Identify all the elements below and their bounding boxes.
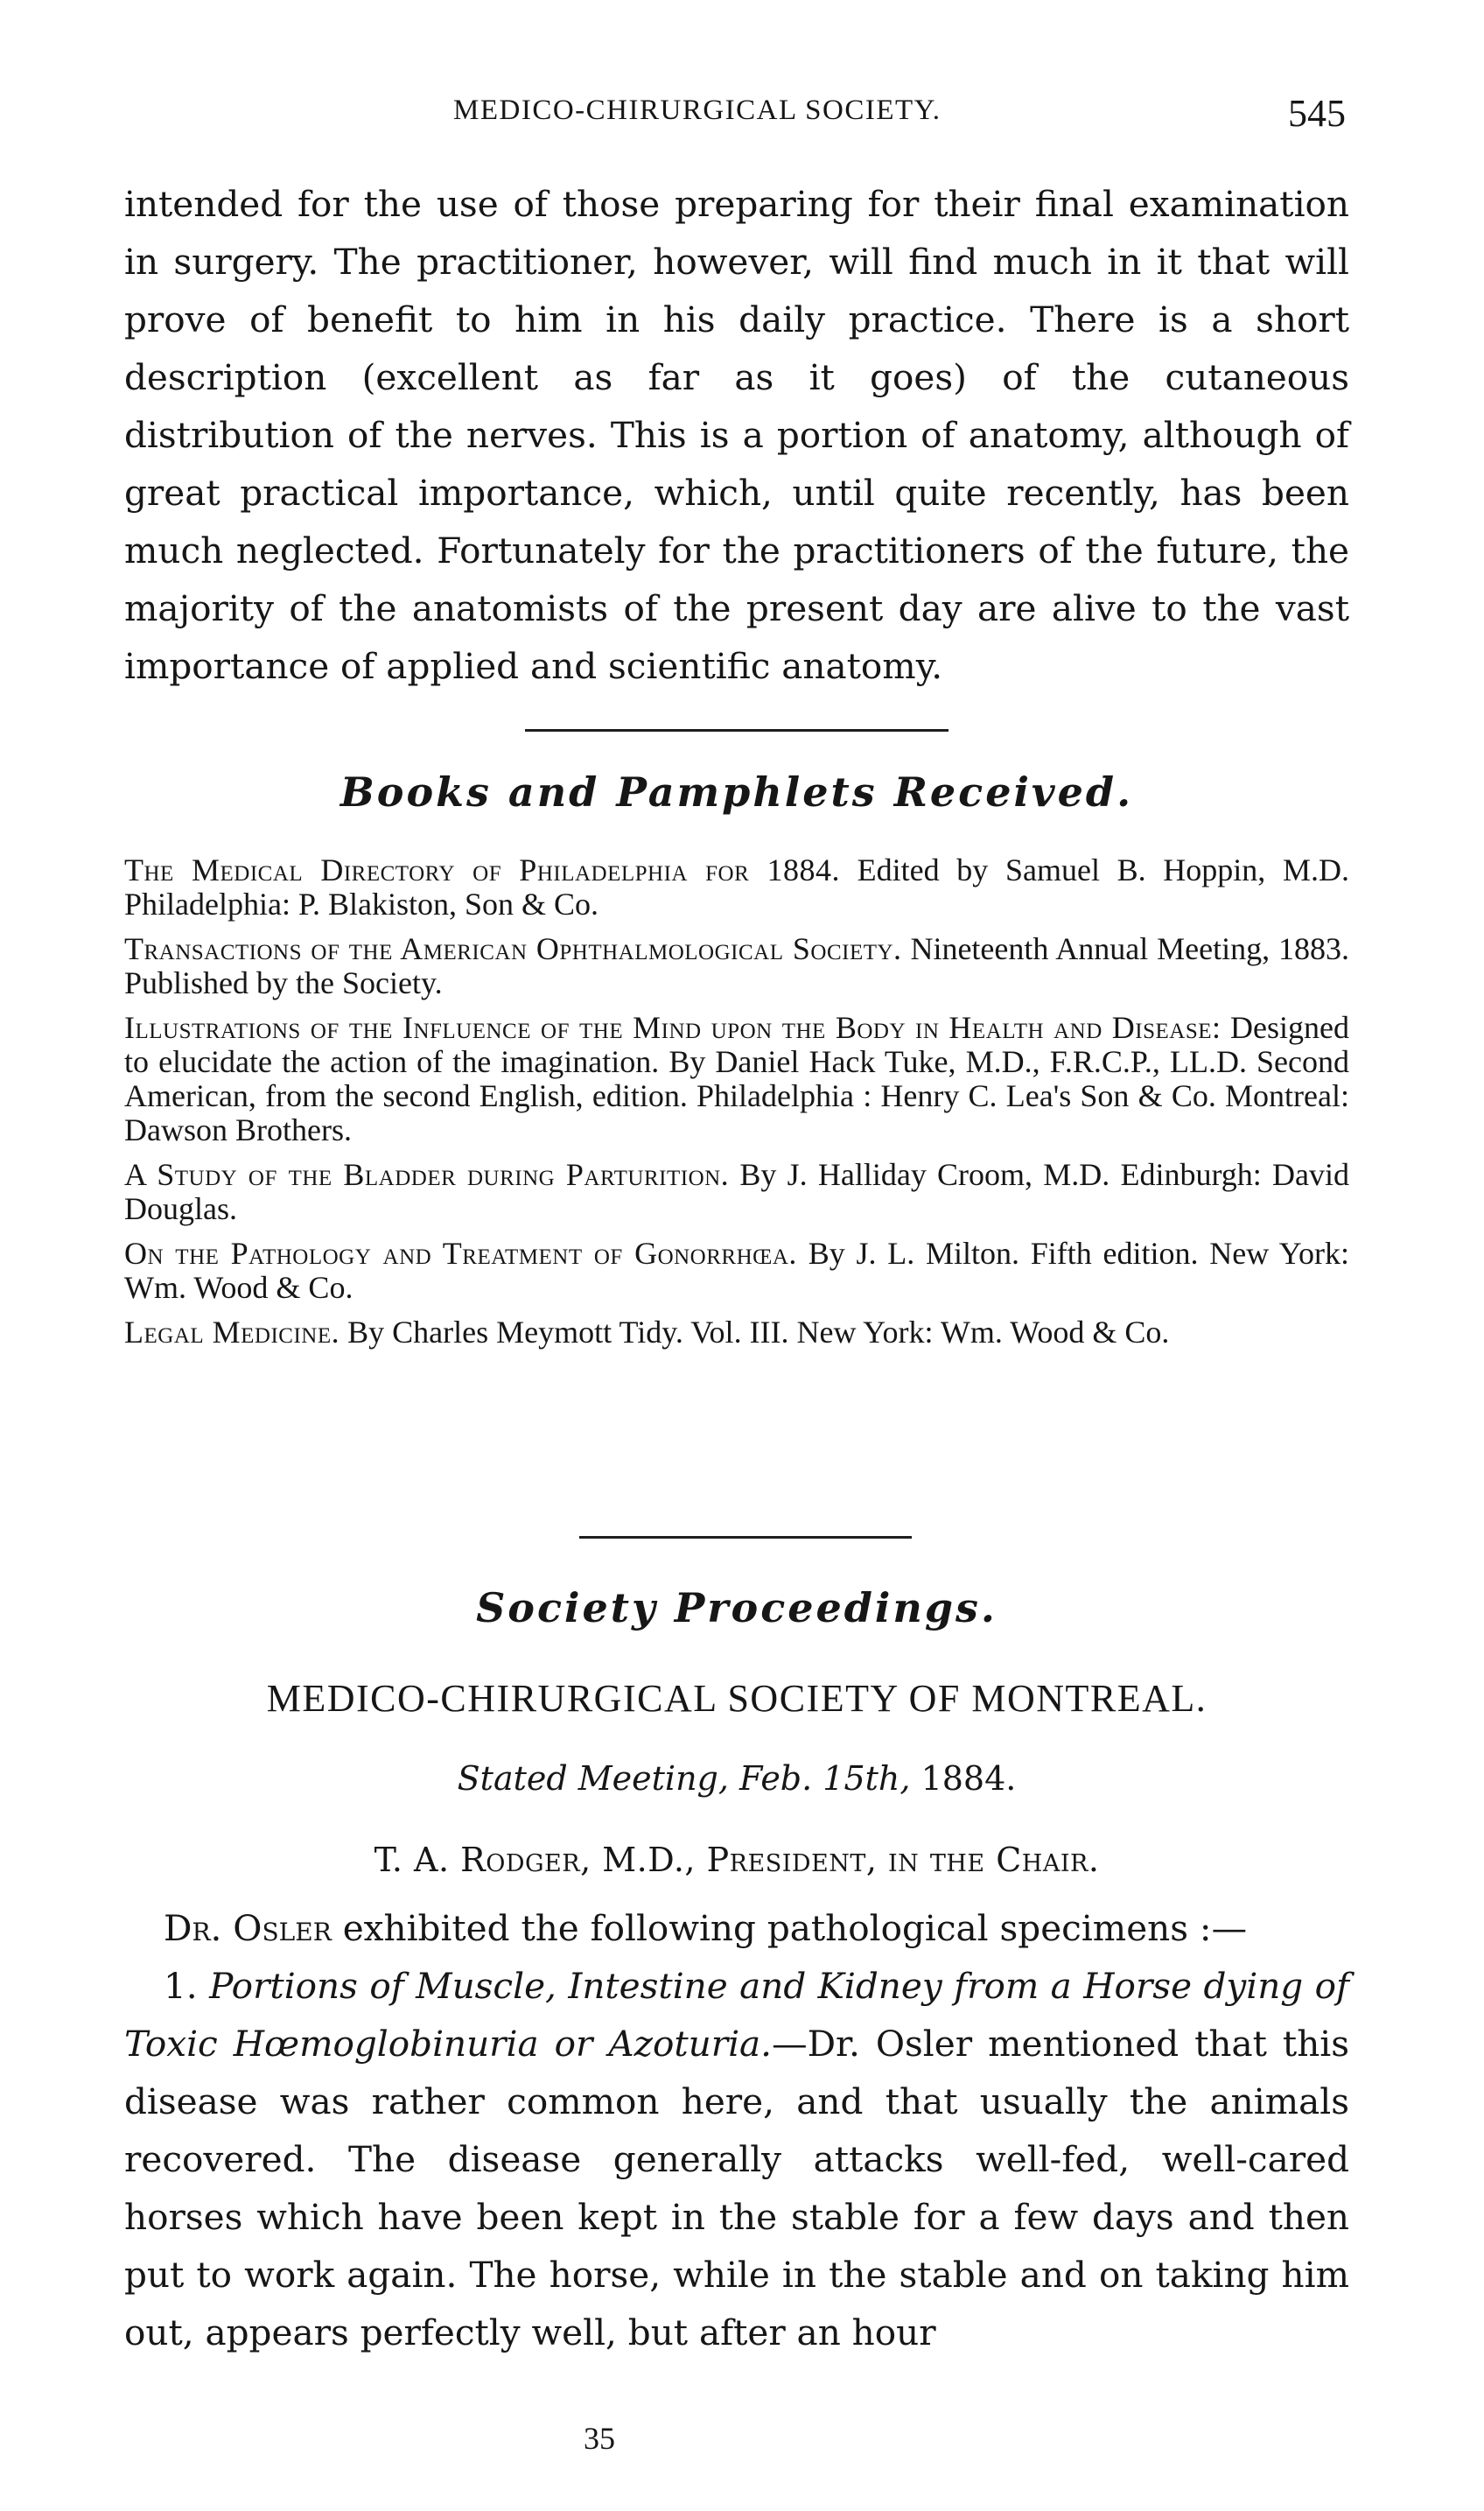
proceedings-text: [124, 1899, 1349, 2361]
book-entry: [124, 853, 1349, 922]
speaker-name: Dr. Osler: [164, 1907, 332, 1949]
page-number: 545: [1288, 92, 1346, 135]
book-title: Illustrations of the Influence of the Mind upon the Body in Health and Disease:: [124, 1010, 1222, 1045]
book-entry: [124, 1158, 1349, 1226]
meeting-date: [124, 1759, 1349, 1798]
society-name: MEDICO-CHIRURGICAL SOCIETY OF MONTREAL.: [266, 1677, 1208, 1720]
book-title: On the Pathology and Treatment of Gonorrhœa.: [124, 1236, 797, 1271]
book-details: Nineteenth Annual Meeting, 1883. Published by the Society.: [124, 931, 1350, 1000]
books-list: [124, 853, 1349, 1360]
signature-mark: 35: [584, 2421, 615, 2456]
book-title: A Study of the Bladder during Parturition.: [124, 1157, 730, 1192]
intro-paragraph: intended for the use of those preparing for their final examination in surgery. The practitioner, however, will find much in it that will prove of benefit to him in his daily practice. There is a short description (excellent as far as it goes) of the cutaneous distribution of the nerves. This is a portion of anatomy, although of great practical importance, which, until quite recently, has been much neglected. Fortunately for the practitioners of the future, the majority of the anatomists of the present day are alive to the vast importance of applied and scientific anatomy.: [124, 183, 1349, 687]
book-details: By J. Halliday Croom, M.D. Edinburgh: David Douglas.: [124, 1157, 1349, 1226]
book-details: By Charles Meymott Tidy. Vol. III. New York: Wm. Wood & Co.: [347, 1315, 1170, 1350]
book-details: Designed to elucidate the action of the imagination. By Daniel Hack Tuke, M.D., F.R.C.P., LL.D. Second American, from the second English, edition. Philadelphia : Henry C. Lea's Son & Co. Montreal: Dawson Brothers.: [124, 1010, 1350, 1147]
meeting-year: 1884.: [920, 1759, 1017, 1798]
meeting-label: Stated Meeting, Feb. 15th,: [457, 1759, 911, 1798]
book-entry: [124, 932, 1349, 1000]
chair-line: T. A. Rodger, M.D., President, in the Chair.: [374, 1841, 1100, 1879]
book-title: Legal Medicine.: [124, 1315, 340, 1350]
book-title: Transactions of the American Ophthalmological Society.: [124, 931, 902, 966]
book-entry: [124, 1237, 1349, 1305]
case-number: 1.: [164, 1965, 198, 2007]
book-entry: [124, 1011, 1349, 1147]
book-entry: [124, 1315, 1349, 1350]
section-divider: [525, 729, 948, 732]
running-head: [124, 92, 1349, 138]
books-received-heading: Books and Pamphlets Received.: [340, 768, 1134, 816]
page: [124, 0, 1349, 2511]
running-title: MEDICO-CHIRURGICAL SOCIETY.: [453, 95, 942, 126]
case-text: —Dr. Osler mentioned that this disease was rather common here, and that usually the animals recovered. The disease generally attacks well-fed, well-cared horses which have been kept in the stable for a few days and then put to work again. The horse, while in the stable and on taking him out, appears perfectly well, but after an hour: [124, 2023, 1350, 2353]
case-paragraph: [124, 1957, 1349, 2361]
book-title: The Medical Directory of Philadelphia for 1884.: [124, 852, 840, 887]
case-title: Portions of Muscle, Intestine and Kidney from a Horse dying of Toxic Hœmoglobinuria or Azoturia.: [124, 1965, 1350, 2065]
proceedings-lead: [124, 1899, 1349, 1957]
lead-text: exhibited the following pathological specimens :—: [342, 1907, 1248, 1949]
book-details: By J. L. Milton. Fifth edition. New York: Wm. Wood & Co.: [124, 1236, 1350, 1305]
book-details: Edited by Samuel B. Hoppin, M.D. Philadelphia: P. Blakiston, Son & Co.: [124, 852, 1349, 922]
section-divider: [579, 1536, 912, 1539]
society-proceedings-heading: Society Proceedings.: [476, 1584, 998, 1631]
